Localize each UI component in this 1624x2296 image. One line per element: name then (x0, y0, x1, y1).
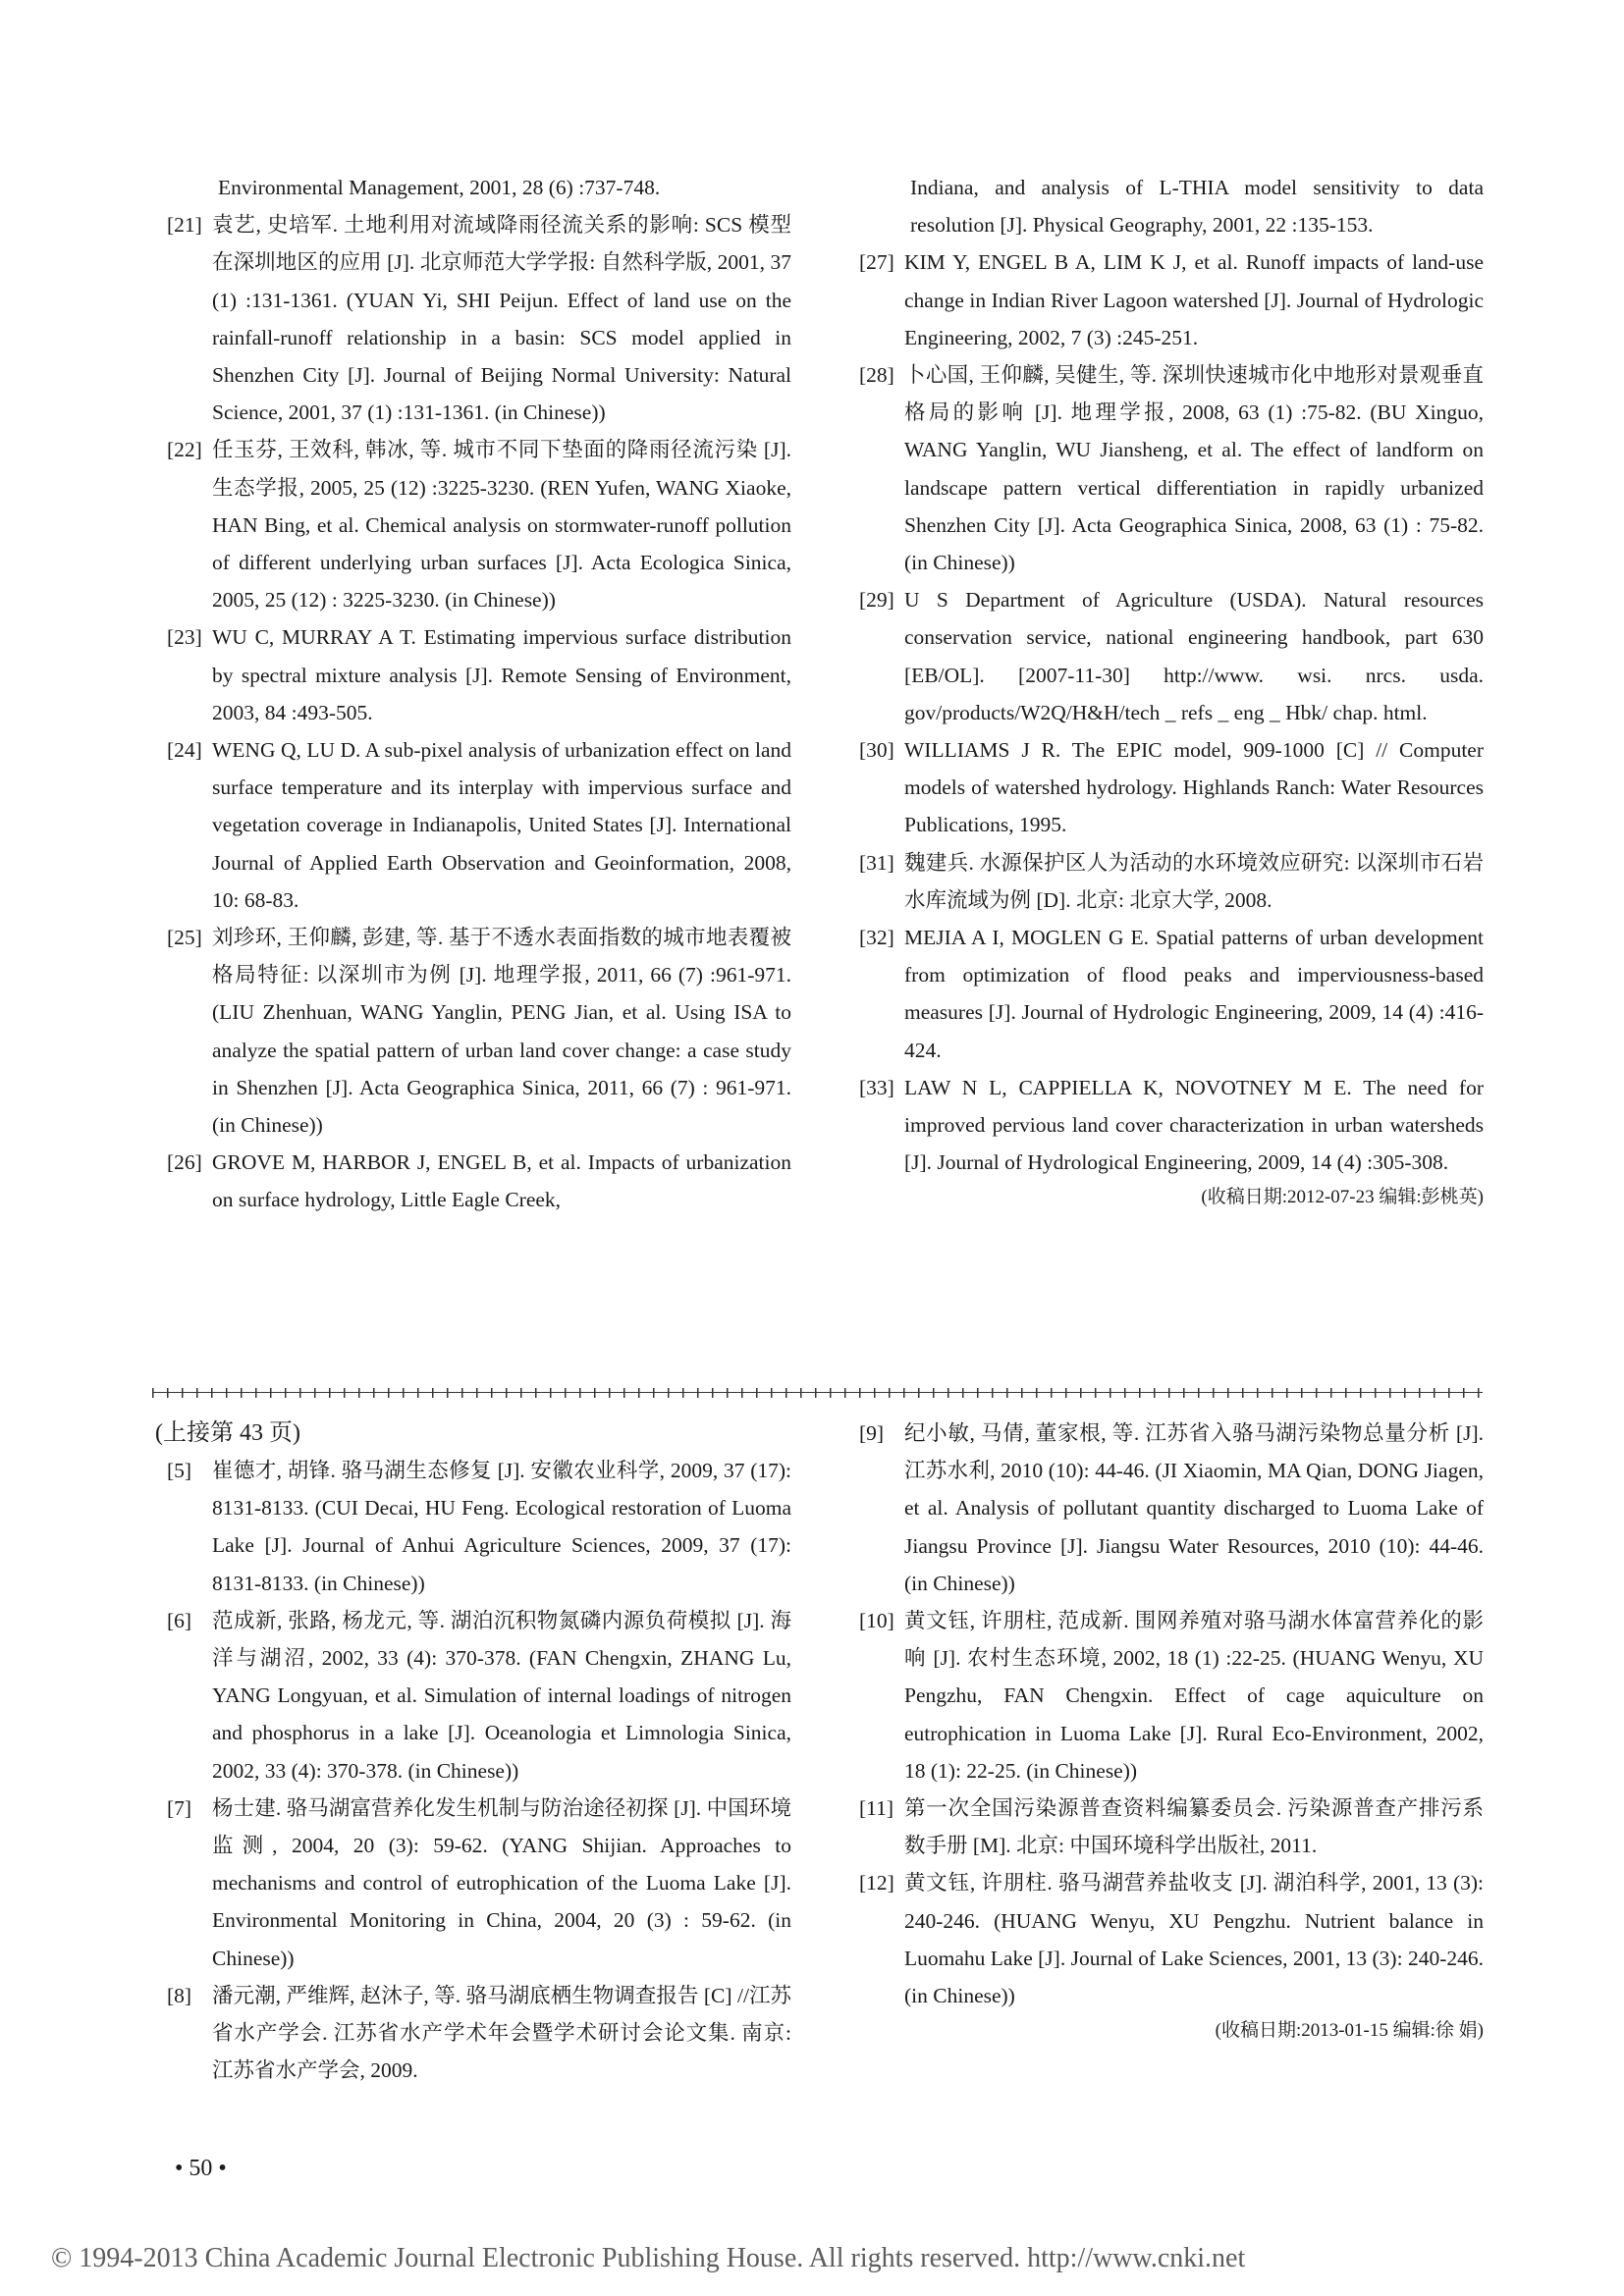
page-number: • 50 • (175, 2156, 227, 2181)
reference-item (167, 919, 791, 1144)
section-divider-line (152, 1392, 1483, 1405)
reference-item (859, 1602, 1484, 1789)
reference-number: [7] (167, 1795, 192, 1820)
reference-text: LAW N L, CAPPIELLA K, NOVOTNEY M E. The need for improved pervious land cover characterization in urban watersheds [J]. Journal of Hydrological Engineering, 2009, 14 (4) :305-308. (904, 1075, 1484, 1175)
reference-item (167, 206, 791, 431)
reference-item (167, 431, 791, 618)
reference-number: [26] (167, 1150, 202, 1175)
reference-text: U S Department of Agriculture (USDA). Natural resources conservation service, national engineering handbook, part 630 [EB/OL]. [2007-11-30] http://www. wsi. nrcs. usda. gov/products/W2Q/H&H/tech _ refs _ eng _ Hbk/ chap. html. (904, 588, 1484, 724)
reference-item (859, 1069, 1484, 1182)
reference-number: [23] (167, 625, 202, 650)
copyright-footer: © 1994-2013 China Academic Journal Electronic Publishing House. All rights reserved. http://www.cnki.net (51, 2243, 1246, 2273)
reference-item (859, 1415, 1484, 1602)
reference-number: [22] (167, 438, 202, 462)
received-date: (收稿日期:2013-01-15 编辑:徐 娟) (1215, 2020, 1484, 2042)
reference-item (859, 1864, 1484, 2014)
continuation-text: Indiana, and analysis of L-THIA model sensitivity to data resolution [J]. Physical Geography, 2001, 22 :135-153. (910, 176, 1484, 238)
reference-item (859, 356, 1484, 581)
reference-item (167, 1977, 791, 2090)
reference-item (859, 844, 1484, 919)
reference-number: [30] (859, 738, 894, 763)
top-left-column (167, 169, 791, 1219)
reference-number: [8] (167, 1983, 192, 2007)
continuation-text: Environmental Management, 2001, 28 (6) :737-748. (218, 176, 661, 199)
reference-item (859, 581, 1484, 731)
reference-item (167, 1789, 791, 1977)
reference-list (859, 243, 1484, 1181)
reference-text: KIM Y, ENGEL B A, LIM K J, et al. Runoff impacts of land-use change in Indian River Lagoon watershed [J]. Journal of Hydrologic Engineering, 2002, 7 (3) :245-251. (904, 250, 1484, 349)
reference-number: [33] (859, 1075, 894, 1099)
reference-number: [25] (167, 926, 202, 950)
top-right-column (859, 169, 1484, 1212)
reference-item (167, 1144, 791, 1218)
reference-text: WENG Q, LU D. A sub-pixel analysis of urbanization effect on land surface temperature and its interplay with impervious surface and vegetation coverage in Indianapolis, United States [J]. International Journal of Applied Earth Observation and Geoinformation, 2008, 10: 68-83. (212, 738, 791, 912)
reference-item (167, 731, 791, 919)
reference-item (859, 243, 1484, 356)
reference-number: [11] (859, 1796, 894, 1821)
reference-text: MEJIA A I, MOGLEN G E. Spatial patterns of urban development from optimization of flood peaks and imperviousness-based measures [J]. Journal of Hydrologic Engineering, 2009, 14 (4) :416-424. (904, 926, 1484, 1062)
reference-text: 任玉芬, 王效科, 韩冰, 等. 城市不同下垫面的降雨径流污染 [J]. 生态学报, 2005, 25 (12) :3225-3230. (REN Yufen, WANG Xiaoke, HAN Bing, et al. Chemical analysis on stormwater-runoff pollution of different underlying urban surfaces [J]. Acta Ecologica Sinica, 2005, 25 (12) : 3225-3230. (in Chinese)) (212, 438, 791, 613)
reference-item (859, 731, 1484, 844)
reference-list (155, 1452, 791, 2089)
reference-item (859, 1789, 1484, 1864)
reference-number: [21] (167, 213, 202, 238)
reference-item (859, 919, 1484, 1069)
reference-text: 魏建兵. 水源保护区人为活动的水环境效应研究: 以深圳市石岩水库流域为例 [D]. 北京: 北京大学, 2008. (904, 850, 1484, 912)
reference-number: [24] (167, 738, 202, 763)
reference-text: 杨士建. 骆马湖富营养化发生机制与防治途径初探 [J]. 中国环境监测, 2004, 20 (3): 59-62. (YANG Shijian. Approaches to mechanisms and control of eutrophication of the Luoma Lake [J]. Environmental Monitoring in China, 2004, 20 (3) : 59-62. (in Chinese)) (212, 1795, 791, 1970)
reference-number: [5] (167, 1459, 192, 1482)
bottom-right-column (859, 1415, 1484, 2046)
reference-number: [10] (859, 1609, 894, 1633)
reference-text: 黄文钰, 许朋柱, 范成新. 围网养殖对骆马湖水体富营养化的影响 [J]. 农村生态环境, 2002, 18 (1) :22-25. (HUANG Wenyu, XU Pengzhu, FAN Chengxin. Effect of cage aquiculture on eutrophication in Luoma Lake [J]. Rural Eco-Environment, 2002, 18 (1): 22-25. (in Chinese)) (904, 1609, 1484, 1783)
reference-text: 崔德才, 胡锋. 骆马湖生态修复 [J]. 安徽农业科学, 2009, 37 (17): 8131-8133. (CUI Decai, HU Feng. Ecological restoration of Luoma Lake [J]. Journal of Anhui Agriculture Sciences, 2009, 37 (17): 8131-8133. (in Chinese)) (212, 1459, 791, 1595)
reference-list (859, 1415, 1484, 2014)
reference-number: [27] (859, 250, 894, 275)
reference-text: WU C, MURRAY A T. Estimating impervious surface distribution by spectral mixture analysis [J]. Remote Sensing of Environment, 2003, 84 :493-505. (212, 625, 791, 724)
reference-item (167, 1452, 791, 1602)
reference-number: [32] (859, 926, 894, 950)
reference-text: WILLIAMS J R. The EPIC model, 909-1000 [C] // Computer models of watershed hydrology. Highlands Ranch: Water Resources Publications, 1995. (904, 738, 1484, 837)
reference-list (167, 206, 791, 1218)
reference-number: [28] (859, 363, 894, 388)
received-date: (收稿日期:2012-07-23 编辑:彭桃英) (1201, 1187, 1484, 1208)
reference-text: 潘元潮, 严维辉, 赵沐子, 等. 骆马湖底栖生物调查报告 [C] //江苏省水产学会. 江苏省水产学术年会暨学术研讨会论文集. 南京: 江苏省水产学会, 2009. (212, 1983, 791, 2083)
reference-number: [6] (167, 1608, 192, 1632)
reference-text: 黄文钰, 许朋柱. 骆马湖营养盐收支 [J]. 湖泊科学, 2001, 13 (3): 240-246. (HUANG Wenyu, XU Pengzhu. Nutrient balance in Luomahu Lake [J]. Journal of Lake Sciences, 2001, 13 (3): 240-246. (in Chinese)) (904, 1871, 1484, 2008)
reference-item (167, 1602, 791, 1789)
reference-text: 第一次全国污染源普查资料编纂委员会. 污染源普查产排污系数手册 [M]. 北京: 中国环境科学出版社, 2011. (904, 1796, 1484, 1858)
reference-number: [12] (859, 1871, 894, 1896)
reference-number: [9] (859, 1421, 885, 1445)
reference-text: 袁艺, 史培军. 土地利用对流域降雨径流关系的影响: SCS 模型在深圳地区的应用 [J]. 北京师范大学学报: 自然科学版, 2001, 37 (1) :131-1361. (YUAN Yi, SHI Peijun. Effect of land use on the rainfall-runoff relationship in a basin: SCS model applied in Shenzhen City [J]. Journal of Beijing Normal University: Natural Science, 2001, 37 (1) :131-1361. (in Chinese)) (212, 213, 791, 425)
reference-text: GROVE M, HARBOR J, ENGEL B, et al. Impacts of urbanization on surface hydrology, Little Eagle Creek, (212, 1150, 791, 1212)
reference-text: 卜心国, 王仰麟, 吴健生, 等. 深圳快速城市化中地形对景观垂直格局的影响 [J]. 地理学报, 2008, 63 (1) :75-82. (BU Xinguo, WANG Yanglin, WU Jiansheng, et al. The effect of landform on landscape pattern vertical differentiation in rapidly urbanized Shenzhen City [J]. Acta Geographica Sinica, 2008, 63 (1) : 75-82. (in Chinese)) (904, 363, 1484, 575)
reference-item (167, 618, 791, 731)
reference-text: 纪小敏, 马倩, 董家根, 等. 江苏省入骆马湖污染物总量分析 [J]. 江苏水利, 2010 (10): 44-46. (JI Xiaomin, MA Qian, DONG Jiagen, et al. Analysis of pollutant quantity discharged to Luoma Lake of Jiangsu Province [J]. Jiangsu Water Resources, 2010 (10): 44-46. (in Chinese)) (904, 1421, 1484, 1595)
reference-text: 范成新, 张路, 杨龙元, 等. 湖泊沉积物氮磷内源负荷模拟 [J]. 海洋与湖沼, 2002, 33 (4): 370-378. (FAN Chengxin, ZHANG Lu, YANG Longyuan, et al. Simulation of internal loadings of nitrogen and phosphorus in a lake [J]. Oceanologia et Limnologia Sinica, 2002, 33 (4): 370-378. (in Chinese)) (212, 1608, 791, 1783)
reference-text: 刘珍环, 王仰麟, 彭建, 等. 基于不透水表面指数的城市地表覆被格局特征: 以深圳市为例 [J]. 地理学报, 2011, 66 (7) :961-971. (LIU Zhenhuan, WANG Yanglin, PENG Jian, et al. Using ISA to analyze the spatial pattern of urban land cover change: a case study in Shenzhen [J]. Acta Geographica Sinica, 2011, 66 (7) : 961-971. (in Chinese)) (212, 926, 791, 1138)
reference-number: [31] (859, 850, 894, 875)
reference-number: [29] (859, 588, 894, 613)
continued-from-heading: (上接第 43 页) (155, 1420, 300, 1446)
bottom-left-column (155, 1415, 791, 2089)
